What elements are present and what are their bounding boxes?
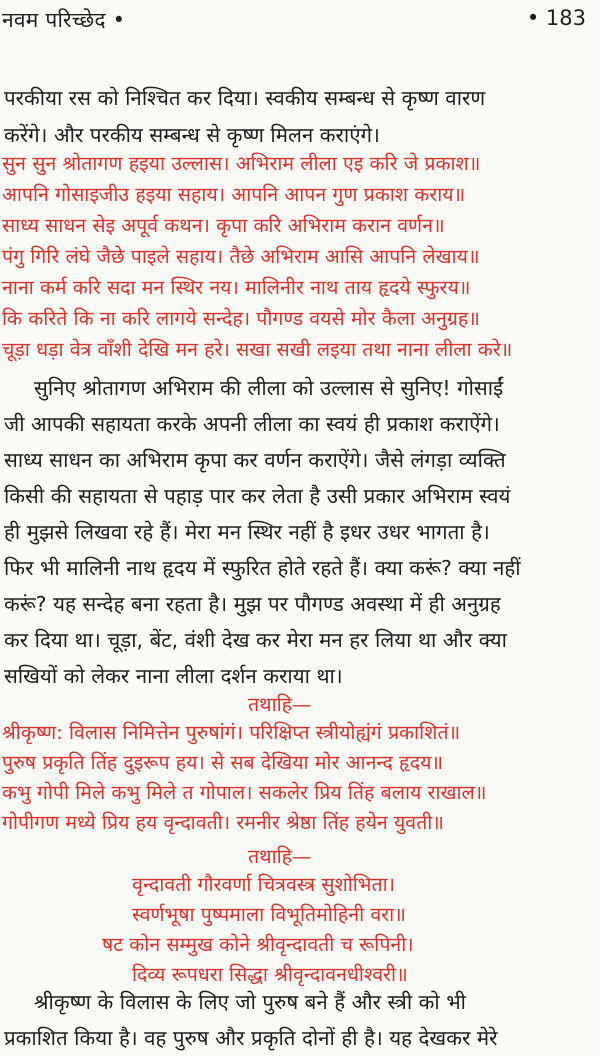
chapter-title: नवम परिच्छेद • — [2, 8, 126, 32]
verse-block-3 — [0, 870, 600, 990]
section-label: तथाहि— — [248, 693, 312, 716]
verse-line: वृन्दावती गौरवर्णा चित्रवस्त्र सुशोभिता। — [132, 873, 396, 896]
verse-line: पंगु गिरि लंघे जैछे पाइले सहाय। तैछे अभिराम आसि आपनि लेखाय॥ — [2, 245, 480, 268]
text-line: फिर भी मालिनी नाथ हृदय में स्फुरित होते रहते हैं। क्या करूं? क्या नहीं — [4, 556, 521, 580]
text-line: जी आपकी सहायता करके अपनी लीला का स्वयं ही प्रकाश कराऐंगे। — [4, 412, 500, 436]
text-line: परकीया रस को निश्चित कर दिया। स्वकीय सम्बन्ध से कृष्ण वारण — [4, 86, 486, 110]
verse-line: साध्य साधन सेइ अपूर्व कथन। कृपा करि अभिराम करान वर्णन॥ — [2, 214, 445, 237]
verse-line: षट कोन सम्मुख कोने श्रीवृन्दावती च रूपिनी। — [102, 933, 414, 956]
verse-line: गोपीगण मध्ये प्रिय हय वृन्दावती। रमनीर श्रेष्ठा तिंह हयेन युवती॥ — [2, 811, 444, 834]
text-line: सखियों को लेकर नाना लीला दर्शन कराया था। — [4, 664, 343, 688]
text-line: साध्य साधन का अभिराम कृपा कर वर्णन कराऐंगे। जैसे लंगड़ा व्यक्ति — [4, 448, 506, 472]
verse-line: कि करिते कि ना करि लागये सन्देह। पौगण्ड वयसे मोर कैला अनुग्रह॥ — [2, 307, 480, 330]
text-line: किसी की सहायता से पहाड़ पार कर लेता है उसी प्रकार अभिराम स्वयं — [4, 484, 511, 508]
verse-line: पुरुष प्रकृति तिंह दुइरूप हय। से सब देखिया मोर आनन्द हृदय॥ — [2, 751, 444, 774]
text-line: सुनिए श्रोतागण अभिराम की लीला को उल्लास से सुनिए! गोसाईं — [34, 376, 504, 400]
page-header — [0, 0, 600, 52]
page-number: • 183 — [526, 6, 586, 30]
text-line: ही मुझसे लिखवा रहे हैं। मेरा मन स्थिर नहीं है इधर उधर भागता है। — [4, 520, 490, 544]
text-line: श्रीकृष्ण के विलास के लिए जो पुरुष बने हैं और स्त्री को भी — [34, 990, 466, 1014]
verse-line: नाना कर्म करि सदा मन स्थिर नय। मालिनीर नाथ ताय हृदये स्फुरय॥ — [2, 276, 471, 299]
text-line: कर दिया था। चूड़ा, बेंट, वंशी देख कर मेरा मन हर लिया था और क्या — [4, 628, 507, 652]
verse-line: स्वर्णभूषा पुष्पमाला विभूतिमोहिनी वरा॥ — [132, 903, 406, 926]
commentary-paragraph-1 — [4, 370, 600, 694]
text-line: करूं? यह सन्देह बना रहता है। मुझ पर पौगण्ड अवस्था में ही अनुग्रह — [4, 592, 501, 616]
intro-paragraph — [4, 80, 600, 154]
verse-line: चूड़ा धड़ा वेत्र वाँशी देखि मन हरे। सखा सखी लइया तथा नाना लीला करे॥ — [2, 338, 513, 361]
text-line: करेंगे। और परकीय सम्बन्ध से कृष्ण मिलन कराएंगे। — [4, 123, 380, 147]
verse-line: दिव्य रूपधरा सिद्धा श्रीवृन्दावनधीश्वरी॥ — [132, 963, 408, 986]
verse-block-2 — [2, 718, 600, 838]
verse-line: सुन सुन श्रोतागण हइया उल्लास। अभिराम लीला एइ करि जे प्रकाश॥ — [2, 152, 481, 175]
text-line: प्रकाशित किया है। वह पुरुष और प्रकृति दोनों ही है। यह देखकर मेरे — [4, 1026, 498, 1050]
verse-line: कभु गोपी मिले कभु मिले त गोपाल। सकलेर प्रिय तिंह बलाय राखाल॥ — [2, 781, 487, 804]
commentary-paragraph-2 — [4, 984, 600, 1056]
verse-block-1 — [2, 148, 600, 365]
verse-line: आपनि गोसाइजीउ हइया सहाय। आपनि आपन गुण प्रकाश कराय॥ — [2, 183, 466, 206]
section-label: तथाहि— — [248, 845, 312, 868]
verse-line: श्रीकृष्ण: विलास निमित्तेन पुरुषांगं। परिक्षिप्त स्त्रीयोह्यंगं प्रकाशितं॥ — [2, 721, 461, 744]
